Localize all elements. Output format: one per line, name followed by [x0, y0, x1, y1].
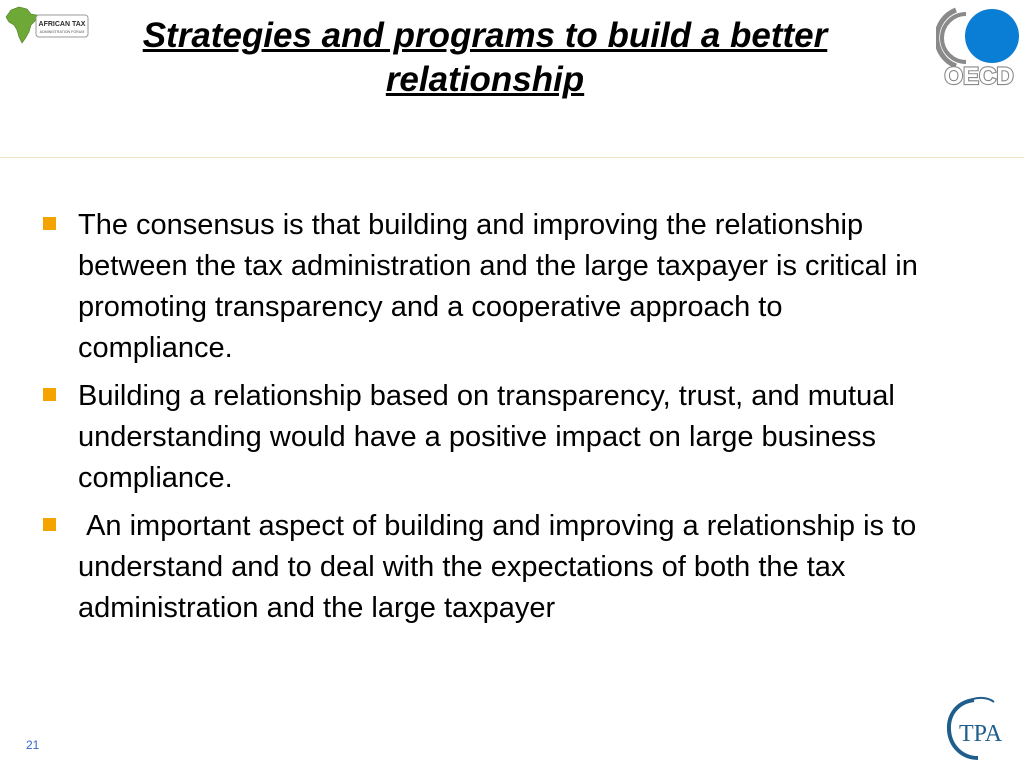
atf-wordmark-line2: ADMINISTRATION FORUM	[39, 30, 85, 34]
african-tax-administration-forum-logo	[2, 4, 90, 46]
atf-wordmark-line1: AFRICAN TAX	[38, 21, 86, 28]
bullet-item	[40, 205, 940, 369]
bullet-text: An important aspect of building and improving a relationship is to understand and to deal with the expectations of both the tax administration and the large taxpayer	[78, 510, 925, 624]
square-bullet-icon	[43, 217, 56, 230]
africa-map-icon	[6, 7, 37, 43]
square-bullet-icon	[43, 388, 56, 401]
bullet-text: The consensus is that building and improving the relationship between the tax administration and the large taxpayer is critical in promoting transparency and a cooperative approach to compliance.	[78, 209, 918, 364]
page-number: 21	[26, 738, 40, 752]
bullet-list	[40, 205, 940, 636]
bullet-item	[40, 506, 940, 629]
slide-title: Strategies and programs to build a better relationship	[142, 16, 828, 99]
ctpa-wordmark: TPA	[959, 721, 1003, 747]
oecd-blue-disc-icon	[965, 9, 1019, 63]
square-bullet-icon	[43, 518, 56, 531]
bullet-text: Building a relationship based on transparency, trust, and mutual understanding would have a positive impact on large business compliance.	[78, 380, 895, 494]
oecd-wordmark: OECD	[944, 63, 1014, 88]
oecd-logo	[936, 4, 1022, 88]
bullet-item	[40, 376, 940, 499]
title-divider	[0, 157, 1024, 158]
ctpa-logo	[944, 694, 1020, 762]
